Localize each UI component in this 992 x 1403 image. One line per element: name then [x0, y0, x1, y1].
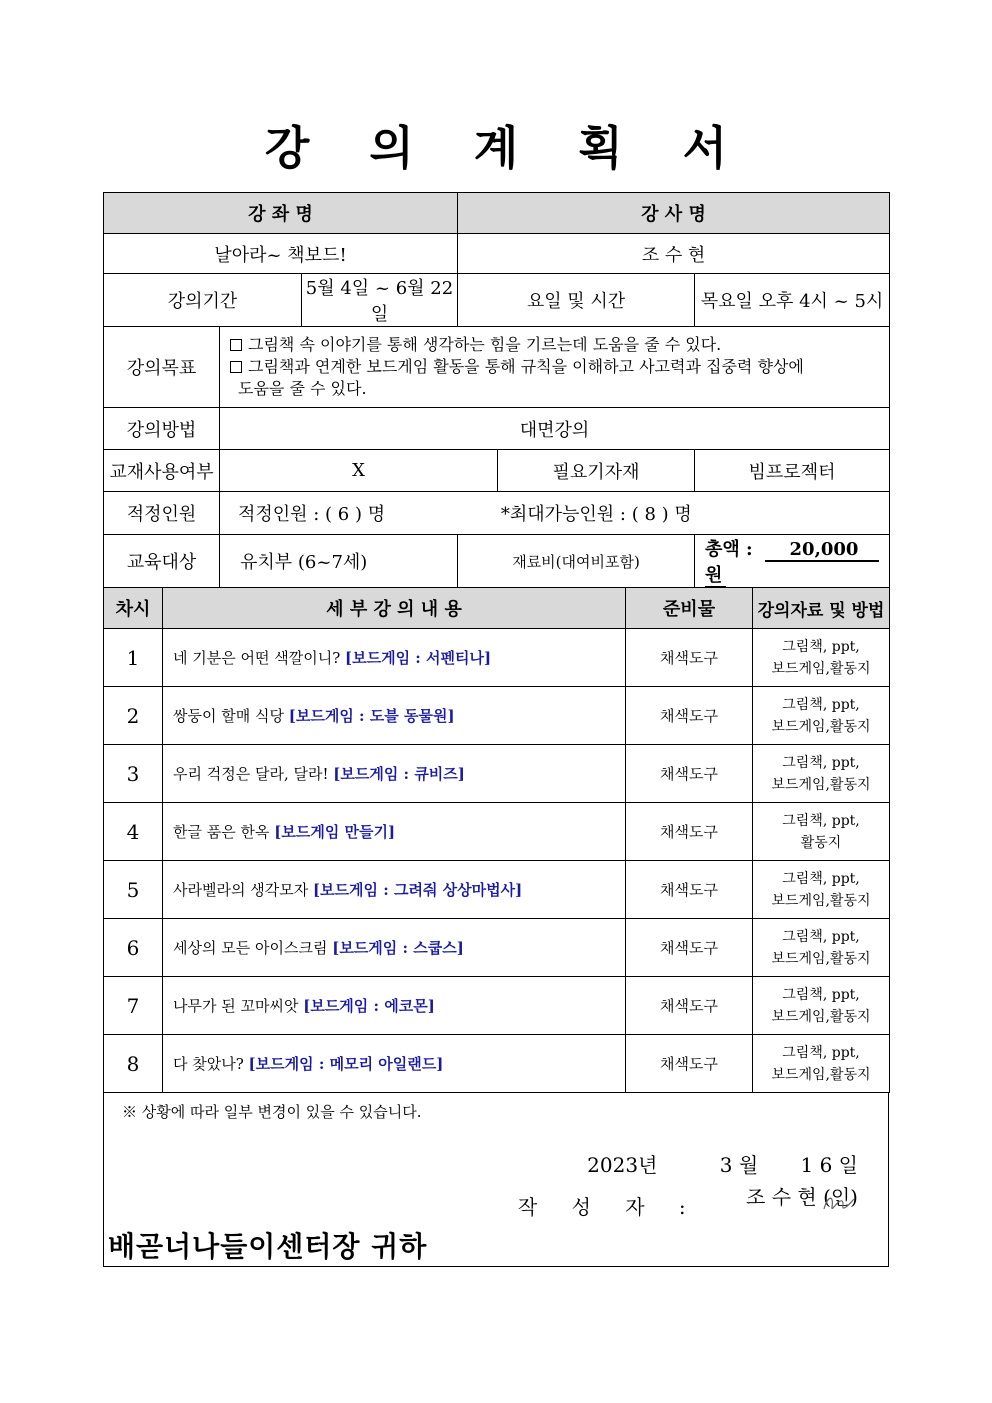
- session-materials: [753, 803, 890, 861]
- session-content: [163, 861, 626, 919]
- session-tag: [보드게임 : 메모리 아일랜드]: [248, 1055, 444, 1073]
- session-materials: [753, 977, 890, 1035]
- materials-header: 강의자료 및 방법: [753, 588, 890, 629]
- session-content: [163, 745, 626, 803]
- method-value: 대면강의: [220, 408, 890, 450]
- details-header: 세 부 강 의 내 용: [163, 588, 626, 629]
- materials-line: 활동지: [800, 834, 842, 851]
- footer-section: [103, 1093, 889, 1267]
- equipment-value: 빔프로젝터: [695, 450, 890, 492]
- session-title: 사라벨라의 생각모자: [173, 881, 313, 899]
- session-materials: [753, 745, 890, 803]
- course-name-header: 강 좌 명: [104, 193, 458, 234]
- capacity-label: 적정인원: [104, 492, 220, 535]
- target-label: 교육대상: [104, 535, 220, 588]
- table-row: [104, 629, 890, 687]
- table-row: [104, 803, 890, 861]
- target-value: [220, 535, 458, 588]
- materials-line: 그림책, ppt,: [782, 928, 860, 945]
- checkbox-icon: [230, 361, 242, 373]
- session-number: 6: [104, 919, 163, 977]
- materials-line: 보드게임,활동지: [771, 718, 871, 735]
- materials-line: 그림책, ppt,: [782, 986, 860, 1003]
- signature-mark: [818, 1189, 858, 1217]
- session-prep: 채색도구: [626, 687, 753, 745]
- period-label: 강의기간: [104, 274, 302, 327]
- session-number: 1: [104, 629, 163, 687]
- session-tag: [보드게임 만들기]: [274, 823, 396, 841]
- session-content: [163, 1035, 626, 1093]
- session-number: 8: [104, 1035, 163, 1093]
- materials-line: 그림책, ppt,: [782, 870, 860, 887]
- period-value: 5월 4일 ~ 6월 22일: [302, 274, 458, 327]
- table-row: [104, 861, 890, 919]
- equipment-label: 필요기자재: [498, 450, 695, 492]
- materials-line: 보드게임,활동지: [771, 1008, 871, 1025]
- materials-line: 보드게임,활동지: [771, 892, 871, 909]
- session-title: 쌍둥이 할매 식당: [173, 707, 289, 725]
- session-tag: [보드게임 : 스쿱스]: [332, 939, 464, 957]
- session-prep: 채색도구: [626, 745, 753, 803]
- max-capacity-text: *최대가능인원 : ( 8 ) 명: [500, 504, 692, 525]
- textbook-value: X: [220, 450, 498, 492]
- session-content: [163, 687, 626, 745]
- table-row: [104, 919, 890, 977]
- session-number: 7: [104, 977, 163, 1035]
- total-value: [695, 535, 890, 588]
- capacity-text: 적정인원 : ( 6 ) 명: [238, 504, 386, 525]
- goal-label: 강의목표: [104, 327, 220, 408]
- instructor-name-value: 조 수 현: [458, 234, 890, 274]
- session-title: 나무가 된 꼬마씨앗: [173, 997, 304, 1015]
- session-tag: [보드게임 : 도블 동물원]: [288, 707, 455, 725]
- session-prep: 채색도구: [626, 629, 753, 687]
- session-tag: [보드게임 : 서펜티나]: [345, 649, 492, 667]
- table-row: [104, 745, 890, 803]
- material-fee-label: 재료비(대여비포함): [458, 535, 695, 588]
- textbook-label: 교재사용여부: [104, 450, 220, 492]
- session-tag: [보드게임 : 그려줘 상상마법사]: [312, 881, 523, 899]
- materials-line: 보드게임,활동지: [771, 660, 871, 677]
- date-day: 1 6 일: [800, 1153, 858, 1177]
- date-line: [587, 1149, 858, 1178]
- session-content: [163, 919, 626, 977]
- session-number: 4: [104, 803, 163, 861]
- materials-line: 그림책, ppt,: [782, 812, 860, 829]
- session-header: 차시: [104, 588, 163, 629]
- author-line: [517, 1181, 858, 1219]
- session-number: 5: [104, 861, 163, 919]
- date-month: 3 월: [719, 1153, 759, 1177]
- session-tag: [보드게임 : 큐비즈]: [333, 765, 465, 783]
- session-content: [163, 977, 626, 1035]
- session-prep: 채색도구: [626, 1035, 753, 1093]
- day-time-value: 목요일 오후 4시 ~ 5시: [695, 274, 890, 327]
- session-materials: [753, 919, 890, 977]
- session-number: 2: [104, 687, 163, 745]
- goal-item: 도움을 줄 수 있다.: [238, 379, 367, 398]
- table-row: [104, 1035, 890, 1093]
- session-materials: [753, 861, 890, 919]
- session-prep: 채색도구: [626, 919, 753, 977]
- total-unit: 원: [705, 565, 723, 586]
- author-label: 작 성 자 :: [517, 1195, 700, 1219]
- materials-line: 보드게임,활동지: [771, 1066, 871, 1083]
- goal-item: 그림책 속 이야기를 통해 생각하는 힘을 기르는데 도움을 줄 수 있다.: [248, 335, 722, 354]
- prep-header: 준비물: [626, 588, 753, 629]
- target-text: 유치부 (6~7세): [240, 552, 368, 573]
- session-title: 한글 품은 한옥: [173, 823, 275, 841]
- table-row: [104, 687, 890, 745]
- course-name-value: 날아라~ 책보드!: [104, 234, 458, 274]
- session-materials: [753, 1035, 890, 1093]
- page-title: 강 의 계 획 서: [264, 121, 750, 175]
- author-name: 조 수 현 (인): [746, 1185, 858, 1209]
- method-label: 강의방법: [104, 408, 220, 450]
- session-prep: 채색도구: [626, 803, 753, 861]
- session-content: [163, 803, 626, 861]
- checkbox-icon: [230, 339, 242, 351]
- session-title: 네 기분은 어떤 색깔이니?: [173, 649, 346, 667]
- session-title: 세상의 모든 아이스크림: [173, 939, 333, 957]
- materials-line: 그림책, ppt,: [782, 696, 860, 713]
- session-materials: [753, 629, 890, 687]
- session-prep: 채색도구: [626, 861, 753, 919]
- goal-item: 그림책과 연계한 보드게임 활동을 통해 규칙을 이해하고 사고력과 집중력 향상에: [248, 357, 804, 376]
- plan-form: [103, 192, 889, 1267]
- session-materials: [753, 687, 890, 745]
- materials-line: 보드게임,활동지: [771, 776, 871, 793]
- materials-line: 그림책, ppt,: [782, 754, 860, 771]
- session-title: 다 찾았나?: [173, 1055, 249, 1073]
- info-table: [103, 192, 890, 1093]
- materials-line: 보드게임,활동지: [771, 950, 871, 967]
- session-title: 우리 걱정은 달라, 달라!: [173, 765, 334, 783]
- instructor-name-header: 강 사 명: [458, 193, 890, 234]
- total-amount: 20,000: [789, 539, 859, 560]
- change-note: ※ 상황에 따라 일부 변경이 있을 수 있습니다.: [122, 1103, 422, 1121]
- session-content: [163, 629, 626, 687]
- date-year: 2023년: [587, 1153, 658, 1177]
- goal-value: [220, 327, 890, 408]
- day-time-label: 요일 및 시간: [458, 274, 695, 327]
- session-number: 3: [104, 745, 163, 803]
- materials-line: 그림책, ppt,: [782, 638, 860, 655]
- session-tag: [보드게임 : 에코몬]: [303, 997, 435, 1015]
- materials-line: 그림책, ppt,: [782, 1044, 860, 1061]
- capacity-value: [220, 492, 890, 535]
- table-row: [104, 977, 890, 1035]
- session-prep: 채색도구: [626, 977, 753, 1035]
- recipient: 배곧너나들이센터장 귀하: [108, 1230, 428, 1263]
- total-label: 총액 :: [705, 539, 753, 560]
